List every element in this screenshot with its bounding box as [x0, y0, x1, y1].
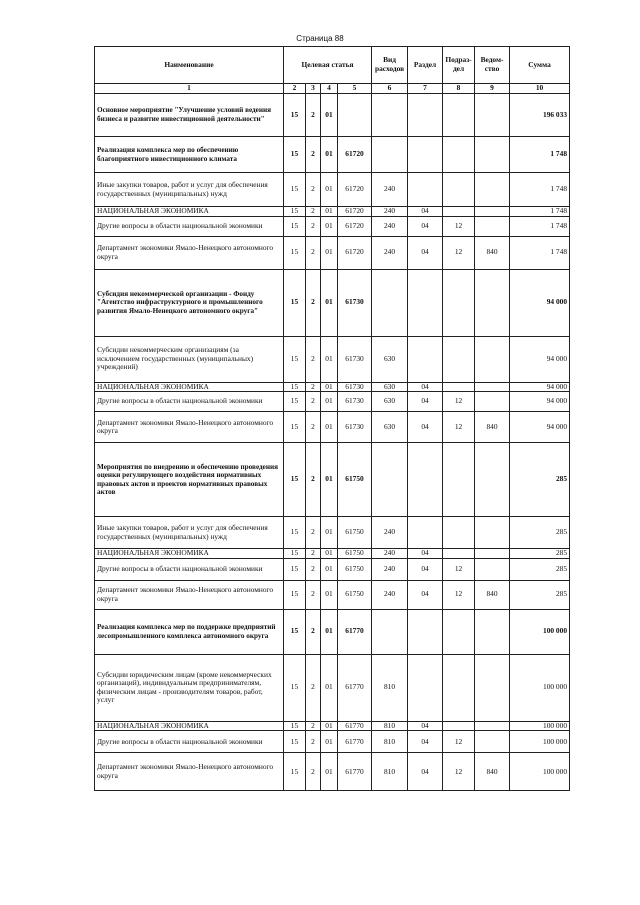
target-article-part-2: 2 [306, 731, 321, 753]
table-row [95, 609, 570, 654]
row-amount: 285 [510, 443, 570, 517]
row-amount: 1 748 [510, 137, 570, 173]
column-number: 5 [338, 84, 372, 94]
row-name: Субсидии юридическим лицам (кроме некоммерческих организаций), индивидуальным предпринимателям, физическим лицам - производителям товаров, работ, услуг [95, 654, 284, 721]
row-amount: 1 748 [510, 173, 570, 207]
table-row [95, 207, 570, 217]
target-article-part-3: 01 [321, 94, 338, 137]
target-article-part-1: 15 [284, 137, 306, 173]
department-code [475, 173, 510, 207]
row-amount: 1 748 [510, 207, 570, 217]
expense-type-code: 240 [372, 580, 408, 609]
target-article-code: 61730 [338, 269, 372, 336]
row-amount: 1 748 [510, 216, 570, 236]
subsection-code [443, 94, 475, 137]
row-name: Другие вопросы в области национальной экономики [95, 558, 284, 580]
department-code: 840 [475, 412, 510, 443]
target-article-code: 61770 [338, 609, 372, 654]
target-article-part-1: 15 [284, 207, 306, 217]
target-article-code: 61750 [338, 443, 372, 517]
expense-type-code [372, 269, 408, 336]
expense-type-code: 810 [372, 721, 408, 731]
target-article-code: 61720 [338, 216, 372, 236]
table-row [95, 580, 570, 609]
section-code [408, 443, 443, 517]
column-number: 1 [95, 84, 284, 94]
expense-type-code: 240 [372, 207, 408, 217]
section-code: 04 [408, 753, 443, 791]
target-article-part-3: 01 [321, 137, 338, 173]
target-article-part-1: 15 [284, 731, 306, 753]
target-article-part-1: 15 [284, 382, 306, 392]
row-name: Реализация комплекса мер по обеспечению благоприятного инвестиционного климата [95, 137, 284, 173]
subsection-code [443, 336, 475, 382]
section-code [408, 336, 443, 382]
row-name: НАЦИОНАЛЬНАЯ ЭКОНОМИКА [95, 549, 284, 559]
table-row [95, 654, 570, 721]
row-name: НАЦИОНАЛЬНАЯ ЭКОНОМИКА [95, 207, 284, 217]
department-code [475, 549, 510, 559]
target-article-part-2: 2 [306, 517, 321, 549]
department-code [475, 94, 510, 137]
target-article-part-1: 15 [284, 94, 306, 137]
target-article-part-3: 01 [321, 269, 338, 336]
department-code [475, 558, 510, 580]
section-code: 04 [408, 236, 443, 269]
expense-type-code [372, 94, 408, 137]
department-code: 840 [475, 236, 510, 269]
row-name: Субсидия некоммерческой организации - Фонду "Агентство инфраструктурного и промышленного развития Ямало-Ненецкого автономного округа" [95, 269, 284, 336]
department-code [475, 336, 510, 382]
target-article-part-1: 15 [284, 269, 306, 336]
subsection-code [443, 609, 475, 654]
section-code: 04 [408, 207, 443, 217]
target-article-part-3: 01 [321, 336, 338, 382]
row-name: Основное мероприятие "Улучшение условий ведения бизнеса и развитие инвестиционной деятельности" [95, 94, 284, 137]
subsection-code: 12 [443, 236, 475, 269]
section-code [408, 517, 443, 549]
subsection-code: 12 [443, 731, 475, 753]
expense-type-code: 810 [372, 753, 408, 791]
subsection-code [443, 137, 475, 173]
column-number: 3 [306, 84, 321, 94]
row-amount: 100 000 [510, 721, 570, 731]
row-amount: 1 748 [510, 236, 570, 269]
row-amount: 94 000 [510, 412, 570, 443]
row-name: Другие вопросы в области национальной экономики [95, 392, 284, 412]
target-article-part-3: 01 [321, 558, 338, 580]
row-name: Департамент экономики Ямало-Ненецкого автономного округа [95, 412, 284, 443]
target-article-part-2: 2 [306, 269, 321, 336]
table-row [95, 94, 570, 137]
target-article-part-2: 2 [306, 94, 321, 137]
target-article-part-3: 01 [321, 382, 338, 392]
target-article-code: 61720 [338, 173, 372, 207]
target-article-part-1: 15 [284, 721, 306, 731]
expense-type-code: 630 [372, 412, 408, 443]
row-name: Иные закупки товаров, работ и услуг для обеспечения государственных (муниципальных) нужд [95, 173, 284, 207]
section-code: 04 [408, 392, 443, 412]
table-row [95, 517, 570, 549]
target-article-part-3: 01 [321, 173, 338, 207]
section-code [408, 654, 443, 721]
table-row [95, 137, 570, 173]
expense-type-code: 240 [372, 558, 408, 580]
target-article-part-1: 15 [284, 236, 306, 269]
row-name: Департамент экономики Ямало-Ненецкого автономного округа [95, 236, 284, 269]
row-amount: 94 000 [510, 269, 570, 336]
subsection-code: 12 [443, 412, 475, 443]
subsection-code [443, 443, 475, 517]
department-code [475, 654, 510, 721]
table-row [95, 443, 570, 517]
department-code [475, 731, 510, 753]
subsection-code [443, 549, 475, 559]
target-article-code: 61730 [338, 412, 372, 443]
target-article-part-3: 01 [321, 753, 338, 791]
target-article-part-2: 2 [306, 609, 321, 654]
subsection-code [443, 721, 475, 731]
target-article-code: 61730 [338, 392, 372, 412]
row-name: Другие вопросы в области национальной экономики [95, 731, 284, 753]
expense-type-code: 240 [372, 517, 408, 549]
subsection-code: 12 [443, 216, 475, 236]
header-expense-type: Вид расходов [372, 47, 408, 84]
department-code [475, 609, 510, 654]
table-row [95, 336, 570, 382]
target-article-part-3: 01 [321, 443, 338, 517]
target-article-code: 61720 [338, 236, 372, 269]
target-article-code: 61750 [338, 549, 372, 559]
target-article-part-2: 2 [306, 137, 321, 173]
table-row [95, 216, 570, 236]
target-article-part-2: 2 [306, 654, 321, 721]
row-name: Реализация комплекса мер по поддержке предприятий лесопромышленного комплекса автономного округа [95, 609, 284, 654]
target-article-part-2: 2 [306, 753, 321, 791]
target-article-part-2: 2 [306, 236, 321, 269]
target-article-part-1: 15 [284, 753, 306, 791]
row-name: Другие вопросы в области национальной экономики [95, 216, 284, 236]
expense-type-code: 240 [372, 236, 408, 269]
target-article-code: 61770 [338, 721, 372, 731]
target-article-code: 61720 [338, 207, 372, 217]
target-article-part-1: 15 [284, 173, 306, 207]
section-code: 04 [408, 558, 443, 580]
target-article-part-3: 01 [321, 517, 338, 549]
subsection-code [443, 517, 475, 549]
row-amount: 94 000 [510, 382, 570, 392]
table-row [95, 236, 570, 269]
column-number: 10 [510, 84, 570, 94]
section-code [408, 173, 443, 207]
target-article-part-3: 01 [321, 392, 338, 412]
section-code [408, 137, 443, 173]
target-article-part-3: 01 [321, 609, 338, 654]
expense-type-code: 630 [372, 392, 408, 412]
target-article-code: 61750 [338, 558, 372, 580]
expense-type-code: 630 [372, 336, 408, 382]
header-name: Наименование [95, 47, 284, 84]
department-code [475, 269, 510, 336]
section-code [408, 94, 443, 137]
department-code [475, 216, 510, 236]
expense-type-code [372, 137, 408, 173]
table-row [95, 173, 570, 207]
target-article-part-3: 01 [321, 216, 338, 236]
row-amount: 100 000 [510, 753, 570, 791]
target-article-part-1: 15 [284, 549, 306, 559]
subsection-code: 12 [443, 392, 475, 412]
header-subsection: Подраз-дел [443, 47, 475, 84]
target-article-part-1: 15 [284, 412, 306, 443]
subsection-code [443, 173, 475, 207]
expense-type-code [372, 609, 408, 654]
target-article-part-3: 01 [321, 721, 338, 731]
table-row [95, 721, 570, 731]
column-number: 2 [284, 84, 306, 94]
expense-type-code: 810 [372, 731, 408, 753]
section-code [408, 269, 443, 336]
column-number: 6 [372, 84, 408, 94]
target-article-code [338, 94, 372, 137]
target-article-part-1: 15 [284, 580, 306, 609]
header-amount: Сумма [510, 47, 570, 84]
department-code: 840 [475, 753, 510, 791]
expense-type-code: 810 [372, 654, 408, 721]
table-row [95, 269, 570, 336]
row-name: Департамент экономики Ямало-Ненецкого автономного округа [95, 753, 284, 791]
section-code: 04 [408, 721, 443, 731]
subsection-code [443, 207, 475, 217]
subsection-code [443, 654, 475, 721]
target-article-part-2: 2 [306, 336, 321, 382]
target-article-part-1: 15 [284, 517, 306, 549]
target-article-code: 61770 [338, 753, 372, 791]
target-article-part-3: 01 [321, 549, 338, 559]
row-amount: 285 [510, 549, 570, 559]
subsection-code: 12 [443, 753, 475, 791]
section-code: 04 [408, 216, 443, 236]
target-article-part-2: 2 [306, 558, 321, 580]
department-code: 840 [475, 580, 510, 609]
column-number: 9 [475, 84, 510, 94]
column-number-row [95, 84, 570, 94]
target-article-part-1: 15 [284, 558, 306, 580]
row-amount: 94 000 [510, 336, 570, 382]
table-row [95, 549, 570, 559]
target-article-part-2: 2 [306, 580, 321, 609]
target-article-code: 61750 [338, 517, 372, 549]
department-code [475, 443, 510, 517]
target-article-part-3: 01 [321, 236, 338, 269]
target-article-part-2: 2 [306, 392, 321, 412]
row-amount: 285 [510, 517, 570, 549]
page-number: Страница 88 [296, 34, 344, 43]
row-amount: 100 000 [510, 731, 570, 753]
target-article-part-2: 2 [306, 216, 321, 236]
row-amount: 285 [510, 580, 570, 609]
target-article-part-1: 15 [284, 336, 306, 382]
target-article-part-3: 01 [321, 654, 338, 721]
department-code [475, 382, 510, 392]
row-name: НАЦИОНАЛЬНАЯ ЭКОНОМИКА [95, 382, 284, 392]
department-code [475, 517, 510, 549]
table-row [95, 382, 570, 392]
department-code [475, 392, 510, 412]
target-article-part-2: 2 [306, 721, 321, 731]
table-row [95, 392, 570, 412]
target-article-part-2: 2 [306, 382, 321, 392]
column-number: 4 [321, 84, 338, 94]
section-code: 04 [408, 549, 443, 559]
target-article-part-1: 15 [284, 443, 306, 517]
department-code [475, 137, 510, 173]
column-number: 7 [408, 84, 443, 94]
target-article-part-2: 2 [306, 173, 321, 207]
expense-type-code: 240 [372, 173, 408, 207]
expense-type-code: 240 [372, 549, 408, 559]
target-article-code: 61730 [338, 382, 372, 392]
section-code: 04 [408, 382, 443, 392]
target-article-part-2: 2 [306, 549, 321, 559]
row-name: НАЦИОНАЛЬНАЯ ЭКОНОМИКА [95, 721, 284, 731]
table-row [95, 412, 570, 443]
row-name: Мероприятия по внедрению и обеспечению проведения оценки регулирующего воздействия нормативных правовых актов и проектов нормативных правовых актов [95, 443, 284, 517]
section-code: 04 [408, 731, 443, 753]
target-article-part-2: 2 [306, 443, 321, 517]
budget-table [94, 46, 570, 791]
target-article-part-3: 01 [321, 731, 338, 753]
target-article-code: 61730 [338, 336, 372, 382]
row-name: Департамент экономики Ямало-Ненецкого автономного округа [95, 580, 284, 609]
table-header-row [95, 47, 570, 84]
column-number: 8 [443, 84, 475, 94]
target-article-part-1: 15 [284, 216, 306, 236]
row-amount: 196 033 [510, 94, 570, 137]
table-body [95, 94, 570, 791]
subsection-code [443, 382, 475, 392]
target-article-part-3: 01 [321, 412, 338, 443]
expense-type-code: 630 [372, 382, 408, 392]
target-article-part-2: 2 [306, 207, 321, 217]
target-article-code: 61770 [338, 654, 372, 721]
subsection-code: 12 [443, 580, 475, 609]
header-section: Раздел [408, 47, 443, 84]
target-article-part-2: 2 [306, 412, 321, 443]
target-article-part-1: 15 [284, 654, 306, 721]
department-code [475, 207, 510, 217]
row-amount: 94 000 [510, 392, 570, 412]
target-article-code: 61720 [338, 137, 372, 173]
section-code: 04 [408, 412, 443, 443]
row-name: Иные закупки товаров, работ и услуг для обеспечения государственных (муниципальных) нужд [95, 517, 284, 549]
target-article-part-1: 15 [284, 392, 306, 412]
row-amount: 285 [510, 558, 570, 580]
target-article-part-3: 01 [321, 580, 338, 609]
section-code: 04 [408, 580, 443, 609]
table-row [95, 731, 570, 753]
table-row [95, 753, 570, 791]
row-amount: 100 000 [510, 654, 570, 721]
department-code [475, 721, 510, 731]
header-department: Ведом-ство [475, 47, 510, 84]
row-name: Субсидии некоммерческим организациям (за исключением государственных (муниципальных) учреждений) [95, 336, 284, 382]
section-code [408, 609, 443, 654]
subsection-code: 12 [443, 558, 475, 580]
expense-type-code [372, 443, 408, 517]
expense-type-code: 240 [372, 216, 408, 236]
table-row [95, 558, 570, 580]
row-amount: 100 000 [510, 609, 570, 654]
header-target-article: Целевая статья [284, 47, 372, 84]
target-article-part-1: 15 [284, 609, 306, 654]
target-article-part-3: 01 [321, 207, 338, 217]
target-article-code: 61770 [338, 731, 372, 753]
subsection-code [443, 269, 475, 336]
target-article-code: 61750 [338, 580, 372, 609]
